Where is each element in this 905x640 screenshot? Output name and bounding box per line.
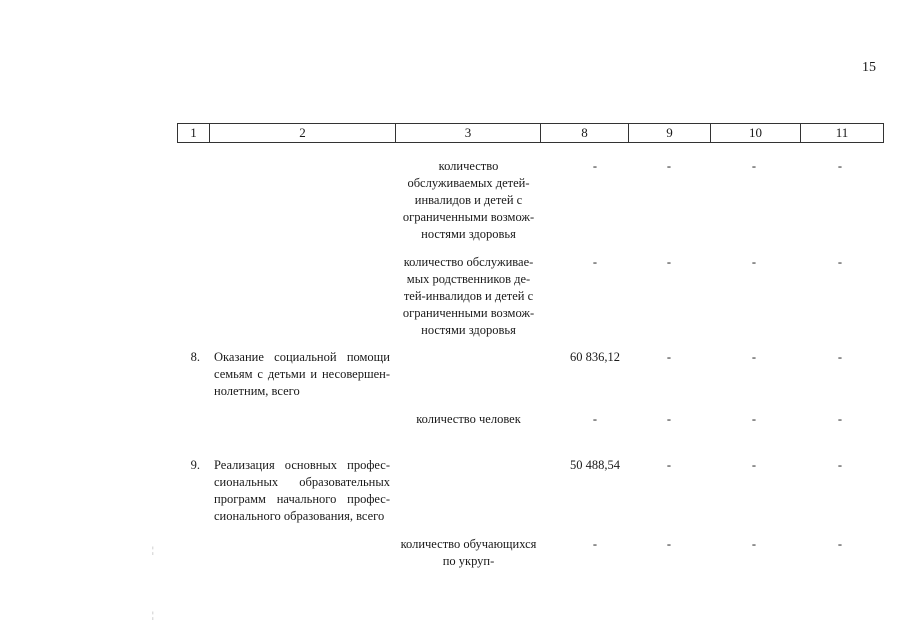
row-value-col10: - — [751, 255, 757, 269]
page-number: 15 — [862, 60, 876, 75]
row-value-col9: - — [666, 458, 672, 472]
column-header-8: 8 — [541, 124, 629, 142]
row-value-col8: - — [592, 159, 598, 173]
column-header-10: 10 — [711, 124, 801, 142]
column-header-11: 11 — [835, 125, 849, 140]
row-value-col11: - — [837, 537, 843, 551]
row-value-col8: - — [592, 537, 598, 551]
row-value-col10: - — [751, 159, 757, 173]
scan-artifact: ¦ — [152, 545, 154, 555]
row-value-col9: - — [666, 159, 672, 173]
row-value-col9: - — [666, 350, 672, 364]
row-value-col8: - — [592, 412, 598, 426]
row-value-col11: - — [837, 350, 843, 364]
row-number: 9. — [190, 458, 200, 472]
row-indicator: количество обслуживае-мых родственников де-тей-инвалидов и детей с ограниченными возмож-ностями здоровья — [402, 255, 535, 337]
row-indicator: количество человек — [416, 412, 521, 426]
row-value-col8: 60 836,12 — [570, 350, 620, 364]
row-value-col10: - — [751, 537, 757, 551]
row-number: 8. — [190, 350, 200, 364]
row-value-col9: - — [666, 412, 672, 426]
row-value-col11: - — [837, 458, 843, 472]
column-header-1: 1 — [178, 124, 210, 142]
column-header-3: 3 — [396, 124, 541, 142]
row-value-col10: - — [751, 412, 757, 426]
row-value-col8: 50 488,54 — [570, 458, 620, 472]
row-name: Реализация основных профес-сиональных образовательных программ начального профес-сионального образования, всего — [214, 458, 390, 523]
row-value-col8: - — [592, 255, 598, 269]
row-indicator: количество обучающихся по укруп- — [400, 537, 537, 568]
row-value-col10: - — [751, 350, 757, 364]
row-value-col11: - — [837, 255, 843, 269]
row-indicator: количество обслуживаемых детей-инвалидов и детей с ограниченными возмож-ностями здоровья — [402, 159, 535, 241]
scan-artifact: ¦ — [152, 610, 154, 620]
column-header-2: 2 — [210, 124, 396, 142]
column-header-9: 9 — [629, 124, 711, 142]
row-value-col11: - — [837, 159, 843, 173]
row-value-col11: - — [837, 412, 843, 426]
row-name: Оказание социальной помощи семьям с детьми и несовершен-нолетним, всего — [214, 350, 390, 398]
table-column-header — [177, 123, 884, 143]
row-value-col9: - — [666, 537, 672, 551]
row-value-col9: - — [666, 255, 672, 269]
row-value-col10: - — [751, 458, 757, 472]
